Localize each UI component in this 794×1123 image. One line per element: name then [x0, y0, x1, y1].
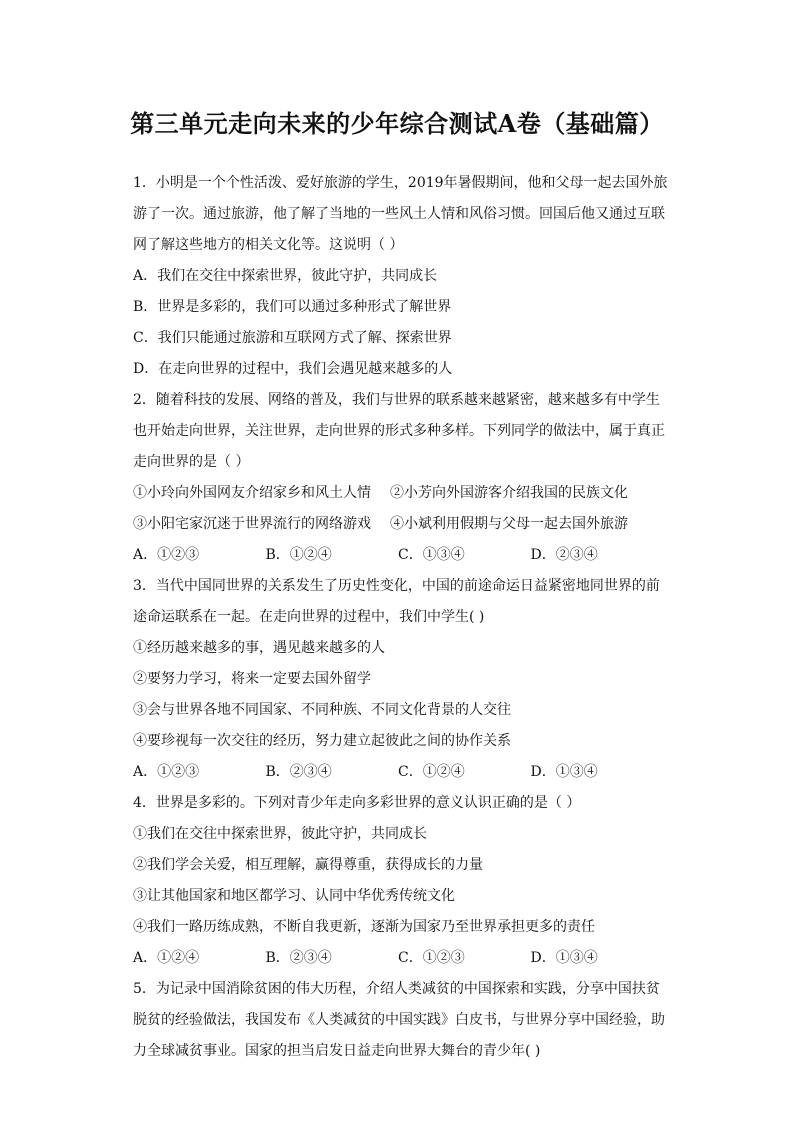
- answer-option-a: A．①②③: [133, 547, 200, 563]
- question-stem-line: 网了解这些地方的相关文化等。这说明（ ）: [133, 237, 404, 253]
- answer-option-a: A．①②③: [133, 764, 200, 780]
- answer-choice-d: D．在走向世界的过程中，我们会遇见越来越多的人: [133, 361, 453, 377]
- question-stem-line: 力全球减贫事业。国家的担当启发日益走向世界大舞台的青少年( ): [133, 1043, 541, 1059]
- statement-item: ④我们一路历练成熟，不断自我更新，逐渐为国家乃至世界承担更多的责任: [133, 919, 595, 935]
- statement-item: ①我们在交往中探索世界，彼此守护，共同成长: [133, 826, 427, 842]
- question-stem-line: 2．随着科技的发展、网络的普及，我们与世界的联系越来越紧密，越来越多有中学生: [133, 392, 660, 408]
- statement-item: ③会与世界各地不同国家、不同种族、不同文化背景的人交往: [133, 702, 511, 718]
- statement-item: ③让其他国家和地区都学习、认同中华优秀传统文化: [133, 888, 455, 904]
- answer-option-b: B．①②④: [265, 547, 332, 563]
- statement-item: ①小玲向外国网友介绍家乡和风土人情: [133, 485, 371, 501]
- question-stem-line: 5．为记录中国消除贫困的伟大历程，介绍人类减贫的中国探索和实践，分享中国扶贫: [133, 981, 660, 997]
- statement-item: ②要努力学习，将来一定要去国外留学: [133, 671, 371, 687]
- statement-item: ④小斌利用假期与父母一起去国外旅游: [390, 516, 628, 532]
- question-3: [133, 571, 663, 788]
- answer-choice-a: A．我们在交往中探索世界，彼此守护，共同成长: [133, 268, 438, 284]
- statement-item: ②小芳向外国游客介绍我国的民族文化: [390, 485, 628, 501]
- answer-choice-b: B．世界是多彩的，我们可以通过多种形式了解世界: [133, 299, 452, 315]
- answer-option-b: B．②③④: [265, 764, 332, 780]
- answer-option-c: C．①③④: [398, 547, 465, 563]
- answer-choice-c: C．我们只能通过旅游和互联网方式了解、探索世界: [133, 330, 452, 346]
- answer-option-d: D．①③④: [530, 950, 598, 966]
- statement-item: ②我们学会关爱，相互理解，赢得尊重，获得成长的力量: [133, 857, 483, 873]
- question-stem-line: 1．小明是一个个性活泼、爱好旅游的学生，2019年暑假期间，他和父母一起去国外旅: [133, 175, 668, 191]
- statement-row: [133, 509, 663, 540]
- question-1: [133, 168, 668, 385]
- answer-option-b: B．②③④: [265, 950, 332, 966]
- question-stem-line: 游了一次。通过旅游，他了解了当地的一些风土人情和风俗习惯。回国后他又通过互联: [133, 206, 665, 222]
- answer-option-c: C．①②④: [398, 764, 465, 780]
- statement-item: ③小阳宅家沉迷于世界流行的网络游戏: [133, 516, 371, 532]
- question-list: [133, 168, 668, 1067]
- answer-options-row: [133, 943, 663, 974]
- answer-option-a: A．①②④: [133, 950, 200, 966]
- answer-options-row: [133, 540, 663, 571]
- statement-item: ④要珍视每一次交往的经历，努力建立起彼此之间的协作关系: [133, 733, 511, 749]
- page-title: 第三单元走向未来的少年综合测试A卷（基础篇）: [130, 109, 664, 138]
- question-2: [133, 385, 663, 571]
- answer-option-d: D．②③④: [530, 547, 598, 563]
- question-5: [133, 974, 663, 1067]
- answer-options-row: [133, 757, 663, 788]
- question-stem-line: 4．世界是多彩的。下列对青少年走向多彩世界的意义认识正确的是（ ）: [133, 795, 581, 811]
- question-stem-line: 3．当代中国同世界的关系发生了历史性变化，中国的前途命运日益紧密地同世界的前: [133, 578, 660, 594]
- question-4: [133, 788, 663, 974]
- question-stem-line: 走向世界的是（ ）: [133, 454, 250, 470]
- question-stem-line: 脱贫的经验做法，我国发布《人类减贫的中国实践》白皮书，与世界分享中国经验，助: [133, 1012, 665, 1028]
- answer-option-c: C．①②③: [398, 950, 465, 966]
- answer-option-d: D．①③④: [530, 764, 598, 780]
- question-stem-line: 途命运联系在一起。在走向世界的过程中，我们中学生( ): [133, 609, 485, 625]
- statement-item: ①经历越来越多的事，遇见越来越多的人: [133, 640, 385, 656]
- statement-row: [133, 478, 663, 509]
- question-stem-line: 也开始走向世界，关注世界，走向世界的形式多种多样。下列同学的做法中，属于真正: [133, 423, 665, 439]
